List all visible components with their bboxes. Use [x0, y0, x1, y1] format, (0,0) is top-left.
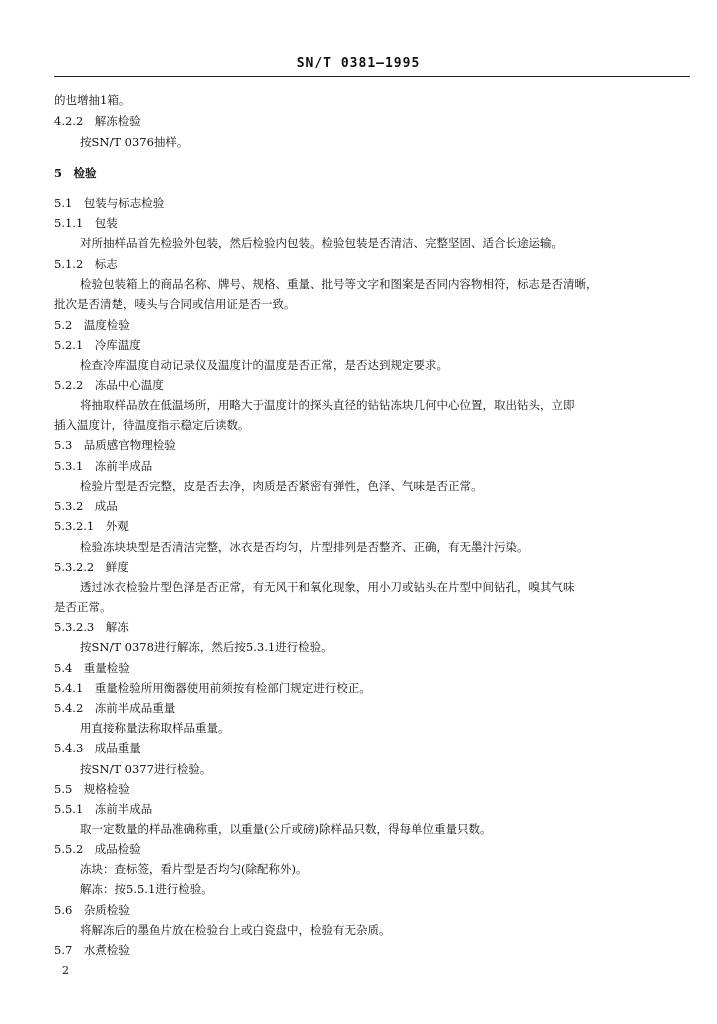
text-line: 取一定数量的样品准确称重，以重量(公斤或磅)除样品只数，得每单位重量只数。	[80, 822, 492, 836]
text-line: 检验片型是否完整，皮是否去净，肉质是否紧密有弹性，色泽、气味是否正常。	[80, 479, 483, 493]
text-line: 透过冰衣检验片型色泽是否正常，有无风干和氧化现象，用小刀或钻头在片型中间钻孔，嗅其气味	[80, 580, 575, 594]
text-line: 按SN/T 0377进行检验。	[80, 762, 212, 776]
section-heading: 5.7 水煮检验	[54, 943, 130, 957]
document-header: SN/T 0381—1995	[296, 56, 421, 71]
section-heading: 5.2 温度检验	[54, 318, 130, 332]
text-line: 将抽取样品放在低温场所，用略大于温度计的探头直径的钻钻冻块几何中心位置，取出钻头，立即	[80, 398, 575, 412]
section-heading: 5.3.2.1 外观	[54, 519, 129, 533]
header-rule	[54, 76, 690, 77]
section-heading: 5.1.1 包装	[54, 216, 118, 230]
text-line: 对所抽样品首先检验外包装，然后检验内包装。检验包装是否清洁、完整坚固、适合长途运输。	[80, 236, 563, 250]
text-line: 是否正常。	[54, 600, 112, 614]
section-heading: 5.4.1 重量检验所用衡器使用前须按有检部门规定进行校正。	[54, 681, 371, 695]
chapter-heading: 5 检验	[54, 166, 97, 180]
section-heading: 5.3.1 冻前半成品	[54, 459, 153, 473]
section-heading: 4.2.2 解冻检验	[54, 114, 141, 128]
text-line: 解冻：按5.5.1进行检验。	[80, 882, 213, 896]
section-heading: 5.6 杂质检验	[54, 903, 130, 917]
section-heading: 5.3.2.3 解冻	[54, 620, 129, 634]
text-line: 检查冷库温度自动记录仪及温度计的温度是否正常，是否达到规定要求。	[80, 358, 448, 372]
section-heading: 5.5.1 冻前半成品	[54, 802, 153, 816]
text-line: 检验包装箱上的商品名称、牌号、规格、重量、批号等文字和图案是否同内容物相符，标志是否清晰，	[80, 277, 598, 291]
text-line: 将解冻后的墨鱼片放在检验台上或白瓷盘中，检验有无杂质。	[80, 923, 391, 937]
text-line: 检验冻块块型是否清洁完整，冰衣是否均匀，片型排列是否整齐、正确，有无墨汁污染。	[80, 540, 529, 554]
section-heading: 5.4 重量检验	[54, 661, 130, 675]
section-heading: 5.3 品质感官物理检验	[54, 438, 176, 452]
section-heading: 5.3.2 成品	[54, 499, 118, 513]
section-heading: 5.4.2 冻前半成品重量	[54, 701, 176, 715]
text-line: 按SN/T 0378进行解冻，然后按5.3.1进行检验。	[80, 640, 333, 654]
text-line: 冻块：查标签，看片型是否均匀(除配称外)。	[80, 862, 308, 876]
text-line: 批次是否清楚，唛头与合同或信用证是否一致。	[54, 297, 296, 311]
section-heading: 5.5 规格检验	[54, 782, 130, 796]
section-heading: 5.5.2 成品检验	[54, 842, 141, 856]
text-line: 插入温度计，待温度指示稳定后读数。	[54, 418, 250, 432]
section-heading: 5.2.1 冷库温度	[54, 338, 141, 352]
section-heading: 5.4.3 成品重量	[54, 741, 141, 755]
section-heading: 5.2.2 冻品中心温度	[54, 378, 164, 392]
section-heading: 5.1.2 标志	[54, 257, 118, 271]
section-heading: 5.1 包装与标志检验	[54, 196, 165, 210]
section-heading: 5.3.2.2 鲜度	[54, 560, 129, 574]
text-line: 的也增抽1箱。	[54, 93, 131, 107]
page-number: 2	[62, 964, 69, 977]
text-line: 用直接称量法称取样品重量。	[80, 721, 230, 735]
text-line: 按SN/T 0376抽样。	[80, 135, 189, 149]
